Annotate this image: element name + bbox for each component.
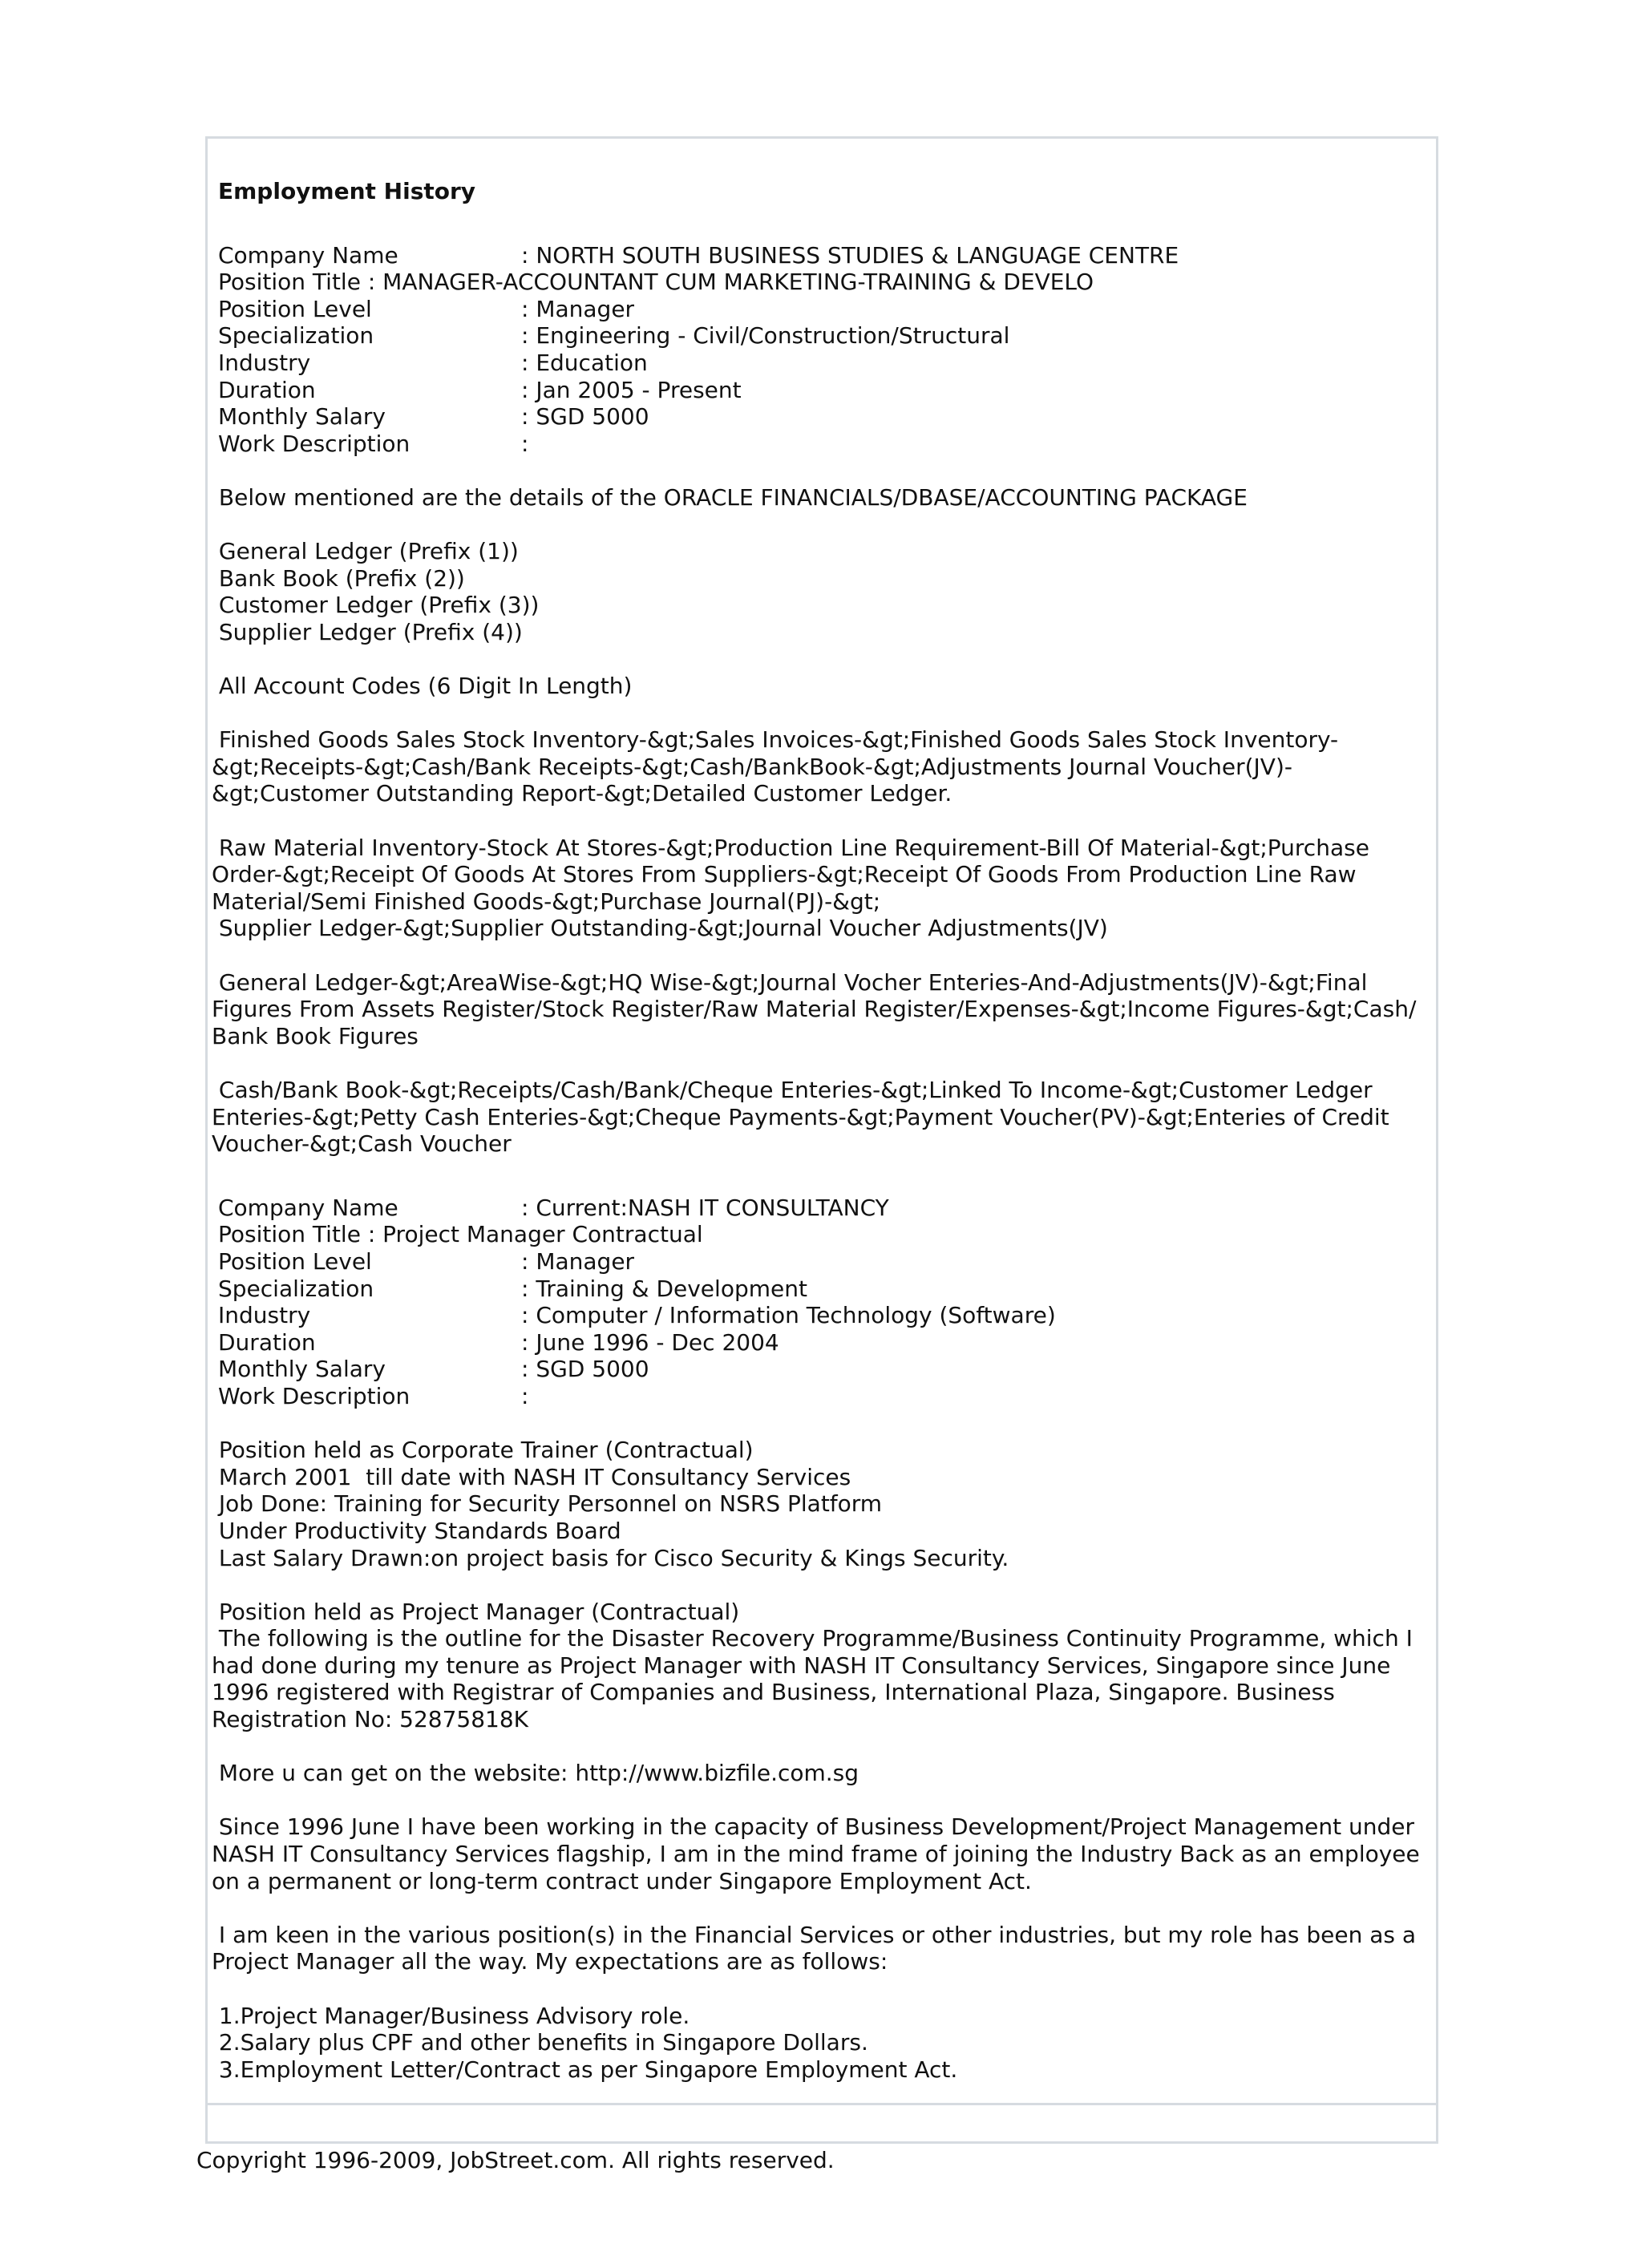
description-line: Order-&gt;Receipt Of Goods At Stores From Suppliers-&gt;Receipt Of Goods From Production Line Raw [212,861,1357,888]
expectation-item: 2.Salary plus CPF and other benefits in Singapore Dollars. [212,2029,868,2056]
monthly-salary-row: Monthly Salary : SGD 5000 [218,1356,649,1383]
position-title-row: Position Title : MANAGER-ACCOUNTANT CUM MARKETING-TRAINING & DEVELO [218,269,1094,296]
description-line: Finished Goods Sales Stock Inventory-&gt;Sales Invoices-&gt;Finished Goods Sales Stock Inventory- [212,726,1339,754]
description-line: Project Manager all the way. My expectations are as follows: [212,1948,888,1975]
copyright-footer: Copyright 1996-2009, JobStreet.com. All rights reserved. [196,2147,835,2173]
description-line: Voucher-&gt;Cash Voucher [212,1130,512,1158]
position-level-row: Position Level : Manager [218,295,635,322]
description-line: &gt;Receipts-&gt;Cash/Bank Receipts-&gt;Cash/BankBook-&gt;Adjustments Journal Voucher(JV)- [212,753,1292,780]
specialization-row: Specialization : Engineering - Civil/Construction/Structural [218,322,1010,350]
ledger-line: Supplier Ledger (Prefix (4)) [212,618,523,645]
description-line: Raw Material Inventory-Stock At Stores-&gt;Production Line Requirement-Bill Of Material-&gt;Purchase [212,834,1369,861]
company-name-row: Company Name : Current:NASH IT CONSULTANCY [218,1194,889,1221]
description-line: NASH IT Consultancy Services flagship, I am in the mind frame of joining the Industry Back as an employee [212,1841,1420,1868]
specialization-row: Specialization : Training & Development [218,1275,807,1302]
description-line: Enteries-&gt;Petty Cash Enteries-&gt;Cheque Payments-&gt;Payment Voucher(PV)-&gt;Enteries of Credit [212,1103,1389,1130]
description-line: Job Done: Training for Security Personnel on NSRS Platform [212,1490,883,1518]
description-line: Position held as Corporate Trainer (Contractual) [212,1437,754,1464]
description-line: had done during my tenure as Project Manager with NASH IT Consultancy Services, Singapore since June [212,1651,1391,1679]
position-title-row: Position Title : Project Manager Contractual [218,1221,703,1248]
description-line: Supplier Ledger-&gt;Supplier Outstanding-&gt;Journal Voucher Adjustments(JV) [212,915,1108,942]
expectation-item: 3.Employment Letter/Contract as per Singapore Employment Act. [212,2056,958,2083]
ledger-line: Bank Book (Prefix (2)) [212,564,465,592]
description-line: Bank Book Figures [212,1022,419,1049]
industry-row: Industry : Education [218,349,648,376]
job-entry-1 [212,242,1430,1158]
duration-row: Duration : Jan 2005 - Present [218,376,742,403]
company-name-row: Company Name : NORTH SOUTH BUSINESS STUDIES & LANGUAGE CENTRE [218,241,1179,269]
description-line: Figures From Assets Register/Stock Register/Raw Material Register/Expenses-&gt;Income Figures-&gt;Cash/ [212,996,1417,1023]
content-frame-footer [205,2105,1438,2144]
work-description-row: Work Description : [218,1382,529,1409]
duration-row: Duration : June 1996 - Dec 2004 [218,1328,779,1356]
website-line: More u can get on the website: http://www.bizfile.com.sg [212,1760,859,1787]
description-line: The following is the outline for the Disaster Recovery Programme/Business Continuity Programme, which I [212,1625,1413,1652]
description-line: &gt;Customer Outstanding Report-&gt;Detailed Customer Ledger. [212,780,952,807]
description-line: Registration No: 52875818K [212,1706,529,1733]
employment-history [212,178,1430,2083]
monthly-salary-row: Monthly Salary : SGD 5000 [218,403,649,431]
description-line: I am keen in the various position(s) in the Financial Services or other industries, but my role has been as a [212,1921,1417,1948]
description-line: Since 1996 June I have been working in the capacity of Business Development/Project Management under [212,1813,1414,1841]
description-line: Position held as Project Manager (Contractual) [212,1598,740,1625]
description-intro: Below mentioned are the details of the ORACLE FINANCIALS/DBASE/ACCOUNTING PACKAGE [212,483,1248,511]
description-line: Cash/Bank Book-&gt;Receipts/Cash/Bank/Cheque Enteries-&gt;Linked To Income-&gt;Customer Ledger [212,1077,1373,1103]
ledger-line: Customer Ledger (Prefix (3)) [212,592,540,619]
job-entry-2 [212,1195,1430,2084]
description-line: on a permanent or long-term contract under Singapore Employment Act. [212,1867,1032,1894]
description-line: March 2001 till date with NASH IT Consultancy Services [212,1463,851,1490]
ledger-line: General Ledger (Prefix (1)) [212,538,519,565]
section-title: Employment History [218,178,476,204]
description-line: General Ledger-&gt;AreaWise-&gt;HQ Wise-&gt;Journal Vocher Enteries-And-Adjustments(JV)-&gt;Final [212,968,1368,996]
position-level-row: Position Level : Manager [218,1247,635,1275]
description-line: Last Salary Drawn:on project basis for Cisco Security & Kings Security. [212,1544,1009,1571]
work-description-row: Work Description : [218,430,529,457]
description-line: Under Productivity Standards Board [212,1517,621,1544]
expectation-item: 1.Project Manager/Business Advisory role. [212,2002,690,2029]
description-line: 1996 registered with Registrar of Companies and Business, International Plaza, Singapore. Business [212,1679,1335,1706]
industry-row: Industry : Computer / Information Technology (Software) [218,1302,1056,1329]
account-codes-line: All Account Codes (6 Digit In Length) [212,673,633,700]
description-line: Material/Semi Finished Goods-&gt;Purchase Journal(PJ)-&gt; [212,887,881,915]
